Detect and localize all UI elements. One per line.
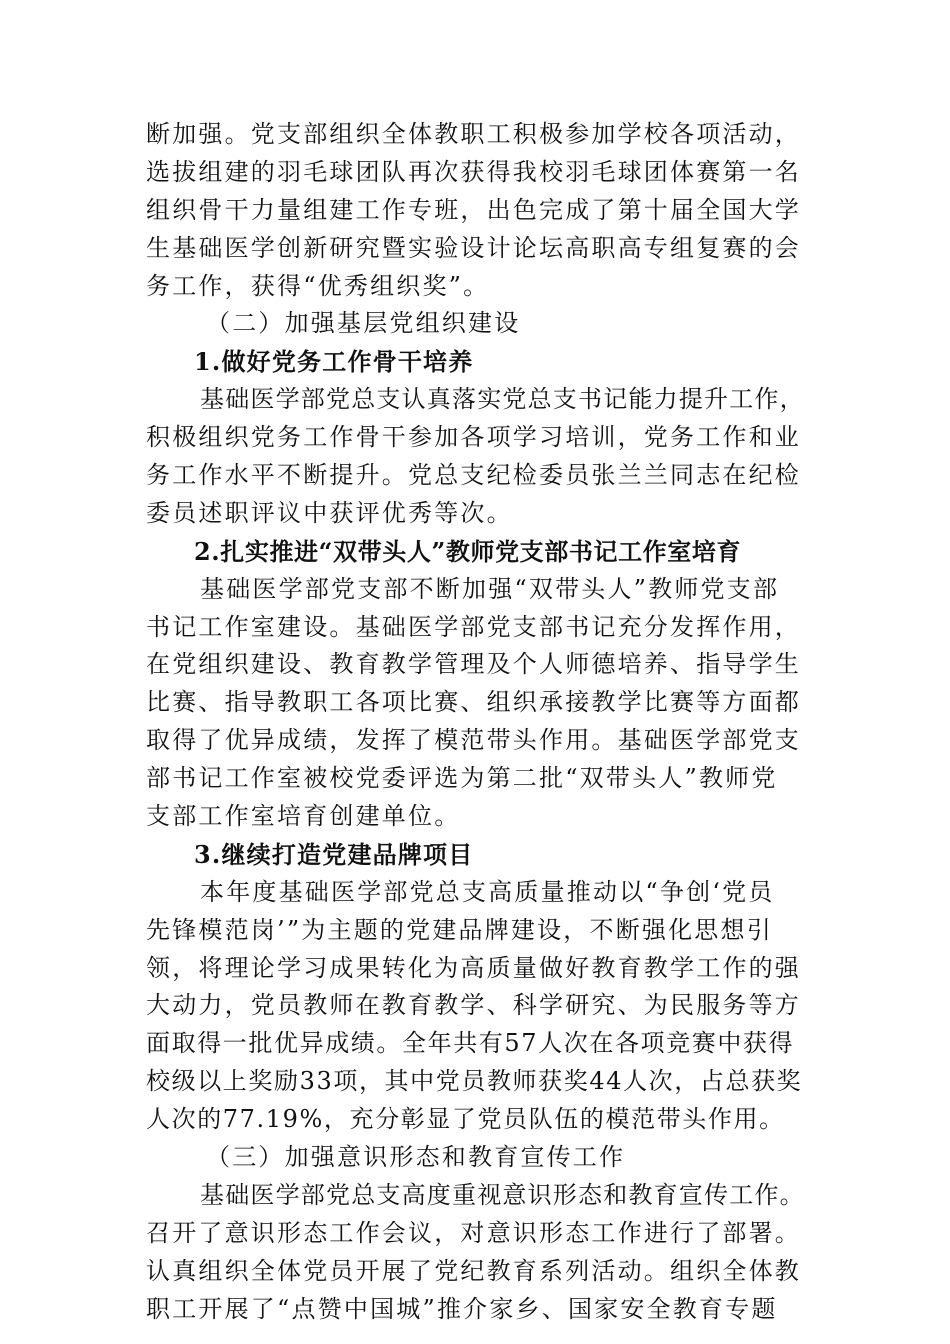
text-line: 认真组织全体党员开展了党纪教育系列活动。组织全体教	[146, 1256, 801, 1285]
text-line: 在党组织建设、教育教学管理及个人师德培养、指导学生	[146, 650, 801, 679]
text-line: 取得了优异成绩，发挥了模范带头作用。基础医学部党支	[146, 726, 801, 755]
text-line: 校级以上奖励33项，其中党员教师获奖44人次，占总获奖	[146, 1067, 803, 1096]
subsection-heading-3: 3.继续打造党建品牌项目	[194, 839, 474, 869]
document-page	[146, 116, 806, 1329]
text-line: 人次的77.19%，充分彰显了党员队伍的模范带头作用。	[146, 1105, 785, 1134]
section-heading-3: （三）加强意识形态和教育宣传工作	[206, 1143, 626, 1172]
text-line: 务工作，获得“优秀组织奖”。	[146, 271, 490, 300]
text-line: 基础医学部党总支高度重视意识形态和教育宣传工作。	[200, 1180, 805, 1209]
text-line: 务工作水平不断提升。党总支纪检委员张兰兰同志在纪检	[146, 461, 801, 490]
subsection-heading-2: 2.扎实推进“双带头人”教师党支部书记工作室培育	[194, 536, 742, 566]
text-line: 召开了意识形态工作会议，对意识形态工作进行了部署。	[146, 1218, 801, 1247]
text-line: 比赛、指导教职工各项比赛、组织承接教学比赛等方面都	[146, 688, 801, 717]
text-line: 选拔组建的羽毛球团队再次获得我校羽毛球团体赛第一名	[146, 157, 801, 186]
text-line: 断加强。党支部组织全体教职工积极参加学校各项活动，	[146, 120, 801, 148]
text-line: 支部工作室培育创建单位。	[146, 802, 461, 831]
text-line: 职工开展了“点赞中国城”推介家乡、国家安全教育专题	[146, 1294, 778, 1323]
text-line: 部书记工作室被校党委评选为第二批“双带头人”教师党	[146, 764, 778, 793]
text-line: 书记工作室建设。基础医学部党支部书记充分发挥作用，	[146, 612, 801, 641]
text-line: 大动力，党员教师在教育教学、科学研究、为民服务等方	[146, 991, 801, 1020]
text-line: 委员述职评议中获评优秀等次。	[146, 498, 513, 527]
section-heading-2: （二）加强基层党组织建设	[206, 309, 521, 338]
text-line: 组织骨干力量组建工作专班，出色完成了第十届全国大学	[146, 195, 801, 224]
text-line: 积极组织党务工作骨干参加各项学习培训，党务工作和业	[146, 423, 801, 452]
text-line: 领，将理论学习成果转化为高质量做好教育教学工作的强	[146, 953, 801, 982]
text-line: 面取得一批优异成绩。全年共有57人次在各项竞赛中获得	[146, 1029, 795, 1058]
text-line: 基础医学部党支部不断加强“双带头人”教师党支部	[200, 574, 780, 603]
text-line: 基础医学部党总支认真落实党总支书记能力提升工作，	[200, 385, 805, 414]
text-line: 生基础医学创新研究暨实验设计论坛高职高专组复赛的会	[146, 233, 801, 262]
subsection-heading-1: 1.做好党务工作骨干培养	[194, 347, 474, 377]
text-line: 本年度基础医学部党总支高质量推动以“争创‘党员	[200, 877, 775, 906]
text-line: 先锋模范岗’”为主题的党建品牌建设，不断强化思想引	[146, 915, 773, 944]
